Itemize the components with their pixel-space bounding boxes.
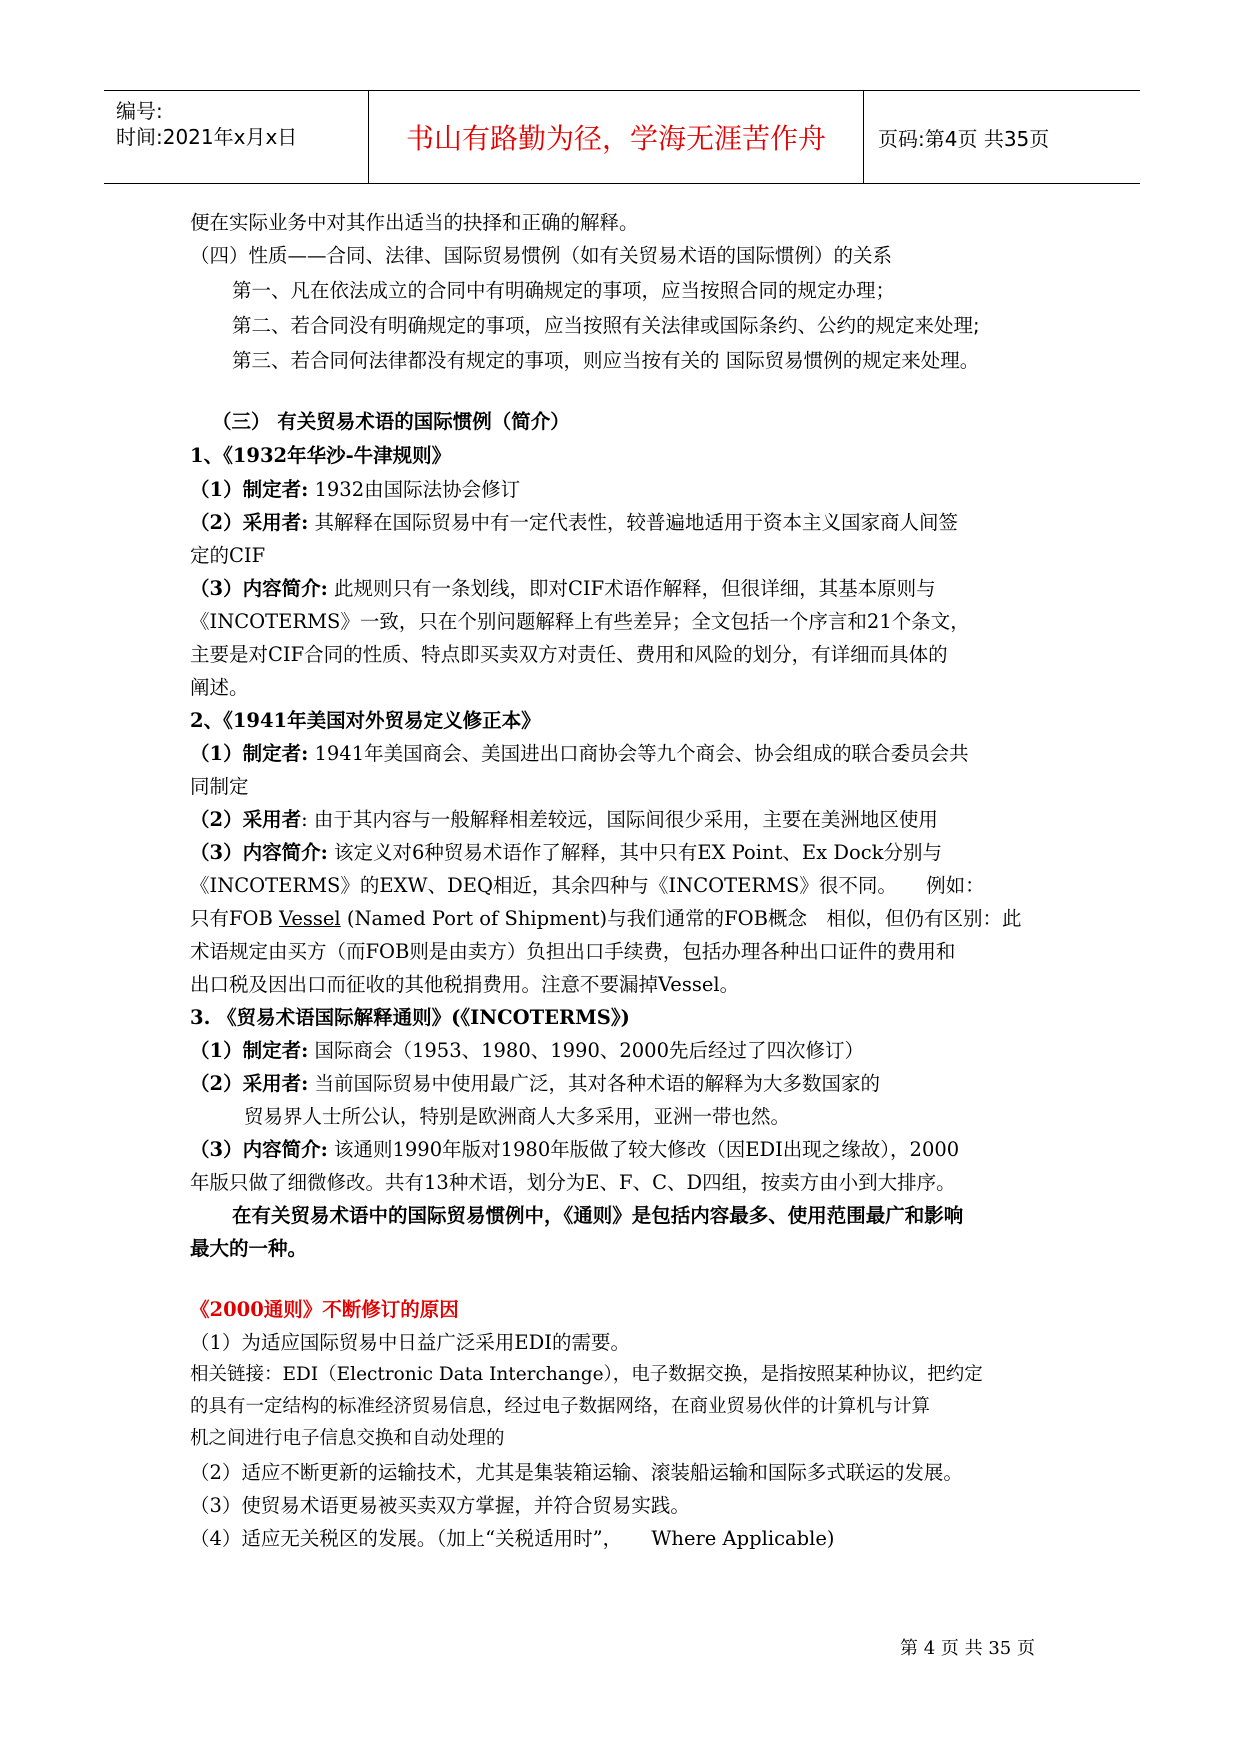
body-line: （四）性质——合同、法律、国际贸易惯例（如有关贸易术语的国际惯例）的关系: [190, 244, 893, 267]
body-line: （4）适应无关税区的发展。（加上“关税适用时”， Where Applicable): [190, 1527, 835, 1550]
header-page-label: 页码:第4页 共35页: [878, 127, 1050, 151]
body-line: 贸易界人士所公认，特别是欧洲商人大多采用，亚洲一带也然。: [244, 1105, 791, 1128]
body-line: 的具有一定结构的标准经济贸易信息，经过电子数据网络，在商业贸易伙伴的计算机与计算: [190, 1396, 931, 1417]
body-line: [190, 744, 969, 764]
body-line: [190, 480, 520, 500]
field-label: （2）采用者:: [190, 1072, 309, 1095]
rule-line: 第一、凡在依法成立的合同中有明确规定的事项，应当按照合同的规定办理；: [232, 279, 896, 302]
body-line: 定的CIF: [190, 544, 266, 567]
body-line: 年版只做了细微修改。共有13种术语，划分为E、F、C、D四组，按卖方由小到大排序。: [190, 1171, 956, 1194]
body-line: 相关链接：EDI（Electronic Data Interchange），电子数据交换，是指按照某种协议，把约定: [190, 1364, 983, 1385]
field-label: （3）内容简介:: [190, 577, 328, 600]
document-header: [104, 90, 1140, 184]
page-footer: 第 4 页 共 35 页: [900, 1638, 1035, 1659]
field-value: 当前国际贸易中使用最广泛，其对各种术语的解释为大多数国家的: [308, 1072, 880, 1095]
header-motto: 书山有路勤为径，学海无涯苦作舟: [405, 122, 826, 155]
text-span: (Named Port of Shipment)与我们通常的FOB概念 相似，但仍有区别：此: [340, 907, 1022, 930]
section-heading: （三） 有关贸易术语的国际惯例（简介）: [212, 410, 570, 433]
body-line: 出口税及因出口而征收的其他税捐费用。注意不要漏掉Vessel。: [190, 973, 740, 996]
field-value: 1932由国际法协会修订: [308, 478, 521, 501]
subsection-heading: 3. 《贸易术语国际解释通则》(《INCOTERMS》): [190, 1006, 630, 1029]
document-number-label: 编号:: [116, 99, 163, 123]
field-value: 此规则只有一条划线，即对CIF术语作解释，但很详细，其基本原则与: [327, 577, 936, 600]
body-line: 《INCOTERMS》一致，只在个别问题解释上有些差异；全文包括一个序言和21个条文，: [190, 610, 970, 633]
field-label: （2）采用者: [190, 808, 302, 831]
field-label: （3）内容简介:: [190, 841, 328, 864]
rule-line: 第二、若合同没有明确规定的事项，应当按照有关法律或国际条约、公约的规定来处理;: [232, 314, 980, 337]
emphasis-line: 在有关贸易术语中的国际贸易惯例中，《通则》是包括内容最多、使用范围最广和影响: [232, 1204, 964, 1227]
field-label: （1）制定者:: [190, 478, 309, 501]
red-heading: 《2000通则》不断修订的原因: [190, 1298, 459, 1321]
body-line: 机之间进行电子信息交换和自动处理的: [190, 1428, 505, 1449]
header-info-cell: [104, 91, 369, 183]
body-line: [190, 579, 936, 599]
body-line: [190, 1041, 864, 1061]
field-value: 国际商会（1953、1980、1990、2000先后经过了四次修订）: [308, 1039, 864, 1062]
field-value: 其解释在国际贸易中有一定代表性，较普遍地适用于资本主义国家商人间签: [308, 511, 958, 534]
header-page-cell: [864, 91, 1140, 183]
body-line: （1）为适应国际贸易中日益广泛采用EDI的需要。: [190, 1331, 630, 1354]
body-line: 术语规定由买方（而FOB则是由卖方）负担出口手续费，包括办理各种出口证件的费用和: [190, 940, 956, 963]
body-line: 便在实际业务中对其作出适当的抉择和正确的解释。: [190, 211, 639, 234]
body-line: 阐述。: [190, 676, 249, 699]
body-line: 《INCOTERMS》的EXW、DEQ相近，其余四种与《INCOTERMS》很不同。 例如：: [190, 874, 985, 897]
field-label: （2）采用者:: [190, 511, 309, 534]
subsection-heading: 1、《1932年华沙-牛津规则》: [190, 444, 452, 467]
body-line: 同制定: [190, 775, 249, 798]
body-line: [190, 909, 1021, 929]
body-line: [190, 513, 958, 533]
body-line: （2）适应不断更新的运输技术，尤其是集装箱运输、滚装船运输和国际多式联运的发展。: [190, 1461, 963, 1484]
emphasis-line: 最大的一种。: [190, 1237, 308, 1260]
field-value: 1941年美国商会、美国进出口商协会等九个商会、协会组成的联合委员会共: [308, 742, 969, 765]
body-line: （3）使贸易术语更易被买卖双方掌握，并符合贸易实践。: [190, 1494, 690, 1517]
field-label: （1）制定者:: [190, 742, 309, 765]
body-line: [190, 1140, 959, 1160]
body-line: [190, 843, 942, 863]
field-value: 该通则1990年版对1980年版做了较大修改（因EDI出现之缘故），2000: [327, 1138, 960, 1161]
field-value: 该定义对6种贸易术语作了解释，其中只有EX Point、Ex Dock分别与: [327, 841, 942, 864]
body-line: 主要是对CIF合同的性质、特点即买卖双方对责任、费用和风险的划分，有详细而具体的: [190, 643, 948, 666]
field-label: （3）内容简介:: [190, 1138, 328, 1161]
document-time-label: 时间:2021年x月x日: [116, 125, 298, 149]
underlined-term: Vessel: [279, 907, 341, 930]
header-motto-cell: [369, 91, 864, 183]
field-value: : 由于其内容与一般解释相差较远，国际间很少采用，主要在美洲地区使用: [301, 808, 938, 831]
field-label: （1）制定者:: [190, 1039, 309, 1062]
body-line: [190, 810, 938, 830]
rule-line: 第三、若合同何法律都没有规定的事项，则应当按有关的 国际贸易惯例的规定来处理。: [232, 349, 980, 372]
subsection-heading: 2、《1941年美国对外贸易定义修正本》: [190, 709, 541, 732]
body-line: [190, 1074, 880, 1094]
text-span: 只有FOB: [190, 907, 280, 930]
